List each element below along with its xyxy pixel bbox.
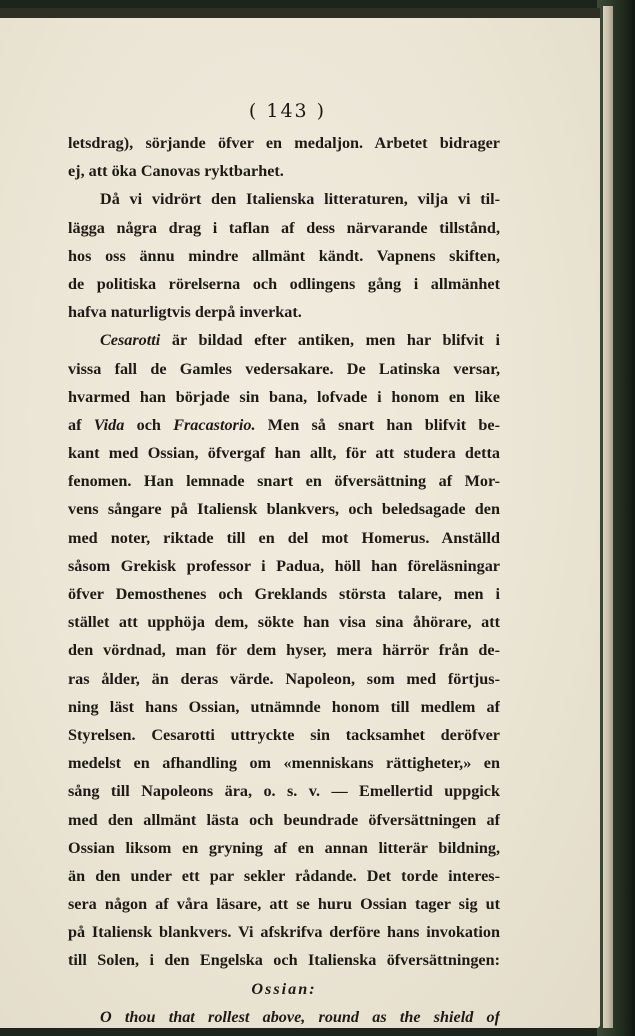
page-number: ( 143 ) — [248, 100, 327, 122]
body-text — [68, 129, 500, 1031]
text-segment: fenomen. Han lemnade snart en öfversättning af Mor- — [68, 472, 500, 491]
text-line — [68, 129, 500, 157]
text-segment: de politiska rörelserna och odlingens gång i allmänhet — [68, 274, 500, 293]
text-line — [68, 270, 500, 298]
text-segment: sera någon af våra läsare, att se huru Ossian tager sig ut — [68, 895, 500, 914]
text-line — [68, 157, 500, 185]
text-segment: stället att upphöja dem, sökte han visa sina åhörare, att — [68, 613, 500, 632]
text-line — [68, 946, 500, 974]
text-line — [68, 693, 500, 721]
text-line — [68, 439, 500, 467]
italic-text: Vida — [93, 415, 125, 434]
text-segment: ras ålder, än deras värde. Napoleon, som med förtjus- — [68, 669, 500, 688]
text-segment: och — [124, 415, 174, 434]
text-segment: vens sångare på Italiensk blankvers, och beledsagade den — [68, 500, 500, 519]
text-segment: Men så snart han blifvit be- — [255, 415, 500, 434]
text-line — [68, 495, 500, 523]
text-segment: hvarmed han började sin bana, lofvade i honom en like — [68, 387, 500, 406]
text-line — [68, 355, 500, 383]
text-segment: Styrelsen. Cesarotti uttryckte sin tacksamhet deröfver — [68, 725, 500, 744]
text-segment: sång till Napoleons ära, o. s. v. — Emellertid uppgick — [68, 782, 500, 801]
text-line — [68, 1003, 500, 1031]
text-line — [68, 918, 500, 946]
text-segment: med noter, riktade till en del mot Homerus. Anställd — [68, 528, 500, 547]
text-line — [68, 636, 500, 664]
text-segment: ning läst hans Ossian, utnämnde honom till medlem af — [68, 697, 500, 716]
text-segment: Då vi vidrört den Italienska litteraturen, vilja vi til- — [100, 190, 500, 209]
text-segment: med den allmänt lästa och beundrade öfversättningen af — [68, 810, 500, 829]
text-segment: den vördnad, man för dem hyser, mera härrör från de- — [68, 641, 500, 660]
text-line — [68, 467, 500, 495]
text-line — [68, 383, 500, 411]
text-line — [68, 242, 500, 270]
text-line — [68, 806, 500, 834]
text-line — [68, 411, 500, 439]
text-segment: är bildad efter antiken, men har blifvit i — [160, 331, 500, 350]
text-segment: än den under ett par sekler rådande. Det torde interes- — [68, 866, 500, 885]
text-line — [68, 975, 500, 1003]
text-line — [68, 524, 500, 552]
book-page — [0, 8, 600, 1028]
italic-text: Ossian: — [251, 979, 317, 998]
text-segment: Ossian liksom en gryning af en annan litterär bildning, — [68, 838, 500, 857]
text-line — [68, 721, 500, 749]
text-segment: hos oss ännu mindre allmänt kändt. Vapnens skiften, — [68, 246, 500, 265]
text-segment: af — [68, 415, 94, 434]
text-line — [68, 580, 500, 608]
italic-text: Fracastorio. — [173, 415, 256, 434]
text-line — [68, 777, 500, 805]
text-line — [68, 298, 500, 326]
text-segment: medelst en afhandling om «menniskans rättigheter,» en — [68, 754, 500, 773]
text-segment: hafva naturligtvis derpå inverkat. — [68, 303, 302, 322]
text-line — [68, 862, 500, 890]
text-segment: såsom Grekisk professor i Padua, höll han föreläsningar — [68, 556, 500, 575]
text-segment: ej, att öka Canovas ryktbarhet. — [68, 162, 284, 181]
text-line — [68, 214, 500, 242]
italic-text: Cesarotti — [100, 331, 161, 350]
text-segment: på Italiensk blankvers. Vi afskrifva derföre hans invokation — [68, 923, 500, 942]
text-segment: öfver Demosthenes och Greklands största talare, men i — [68, 585, 500, 603]
text-segment: kant med Ossian, öfvergaf han allt, för att studera detta — [68, 444, 500, 463]
text-line — [68, 834, 500, 862]
text-line — [68, 552, 500, 580]
text-line — [68, 665, 500, 693]
text-segment: vissa fall de Gamles vedersakare. De Latinska versar, — [68, 359, 500, 378]
text-segment: till Solen, i den Engelska och Italienska öfversättningen: — [68, 951, 500, 970]
scan-top-border — [0, 8, 600, 18]
text-line — [68, 326, 500, 354]
text-line — [68, 185, 500, 213]
text-line — [68, 608, 500, 636]
page-edges — [603, 6, 613, 1028]
text-line — [68, 890, 500, 918]
text-segment: lägga några drag i taflan af dess närvarande tillstånd, — [68, 218, 500, 237]
text-segment: letsdrag), sörjande öfver en medaljon. Arbetet bidrager — [68, 134, 500, 152]
italic-text: O thou that rollest above, round as the shield of — [100, 1007, 500, 1026]
text-line — [68, 749, 500, 777]
